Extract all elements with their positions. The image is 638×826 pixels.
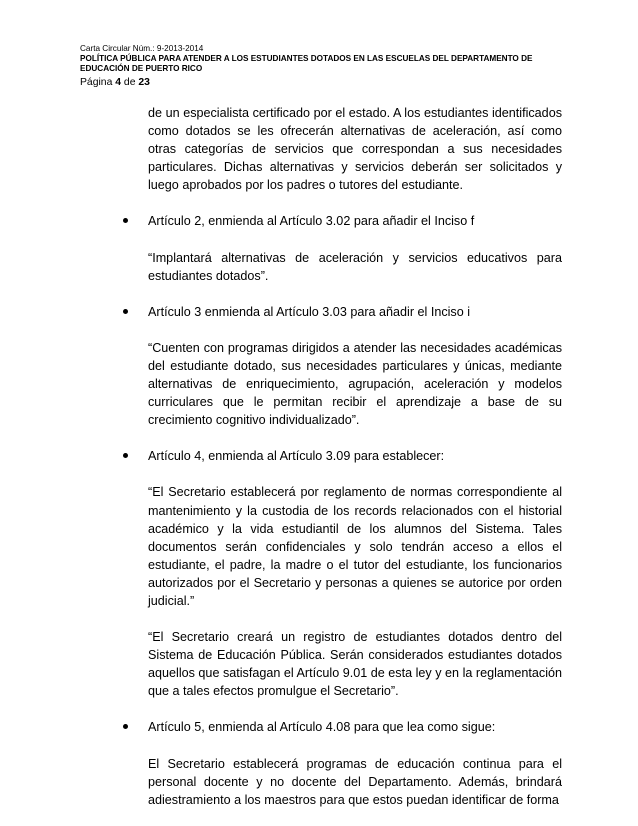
page-header <box>80 44 560 90</box>
circular-number: Carta Circular Núm.: 9-2013-2014 <box>80 44 204 53</box>
document-title-line1: POLÍTICA PÚBLICA PARA ATENDER A LOS ESTUDIANTES DOTADOS EN LAS ESCUELAS DEL DEPARTAMENTO DE <box>80 54 533 63</box>
body-paragraph: El Secretario establecerá programas de educación continua para el personal docente y no docente del Departamento. Además, brindará adiestramiento a los maestros para que estos puedan identificar de forma <box>148 756 562 807</box>
bullet-text: Artículo 2, enmienda al Artículo 3.02 para añadir el Inciso f <box>148 214 475 229</box>
bullet-text: Artículo 3 enmienda al Artículo 3.03 para añadir el Inciso i <box>148 304 471 319</box>
bullet-item <box>148 212 562 230</box>
page-prefix: Página <box>80 77 116 88</box>
page-number <box>80 76 560 90</box>
bullet-item <box>148 303 562 321</box>
document-title <box>80 54 560 74</box>
bullet-item <box>148 447 562 465</box>
quote-paragraph: “El Secretario establecerá por reglamento de normas correspondiente al mantenimiento y la custodia de los records relacionados con el historial académico y la vida estudiantil de los alumnos del Sistema. Tales documentos serán confidenciales y solo tendrán acceso a ellos el estudiante, el padre, la madre o el tutor del estudiante, los funcionarios autorizados por el Secretario y personas a quienes se autorice por orden judicial.” <box>148 485 562 608</box>
bullet-dot-icon <box>123 453 128 458</box>
page-mid: de <box>121 77 139 88</box>
bullet-text: Artículo 5, enmienda al Artículo 4.08 para que lea como sigue: <box>148 720 496 735</box>
intro-paragraph: de un especialista certificado por el estado. A los estudiantes identificados como dotados se les ofrecerán alternativas de aceleración, así como otras categorías de servicios que correspondan a sus necesidades particulares. Dichas alternativas y servicios deberán ser solicitados y luego aprobados por los padres o tutores del estudiante. <box>148 106 562 193</box>
page-total: 23 <box>138 77 150 88</box>
bullet-text: Artículo 4, enmienda al Artículo 3.09 para establecer: <box>148 449 445 464</box>
document-body <box>148 104 562 809</box>
document-title-line2: EDUCACIÓN DE PUERTO RICO <box>80 64 203 73</box>
bullet-dot-icon <box>123 309 128 314</box>
bullet-item <box>148 718 562 736</box>
bullet-dot-icon <box>123 724 128 729</box>
quote-paragraph: “El Secretario creará un registro de estudiantes dotados dentro del Sistema de Educación Pública. Serán considerados estudiantes dotados aquellos que satisfagan el Artículo 9.01 de esta ley y en la reglamentación que a tales efectos promulgue el Secretario”. <box>148 630 562 699</box>
page-current: 4 <box>115 77 122 88</box>
bullet-dot-icon <box>123 218 128 223</box>
quote-paragraph: “Implantará alternativas de aceleración y servicios educativos para estudiantes dotados”. <box>148 250 562 283</box>
quote-paragraph: “Cuenten con programas dirigidos a atender las necesidades académicas del estudiante dotado, sus necesidades particulares y únicas, mediante alternativas de enriquecimiento, agrupación, aceleración y modelos curriculares que le permitan recibir el aprendizaje a base de su crecimiento cognitivo individualizado”. <box>148 340 562 428</box>
